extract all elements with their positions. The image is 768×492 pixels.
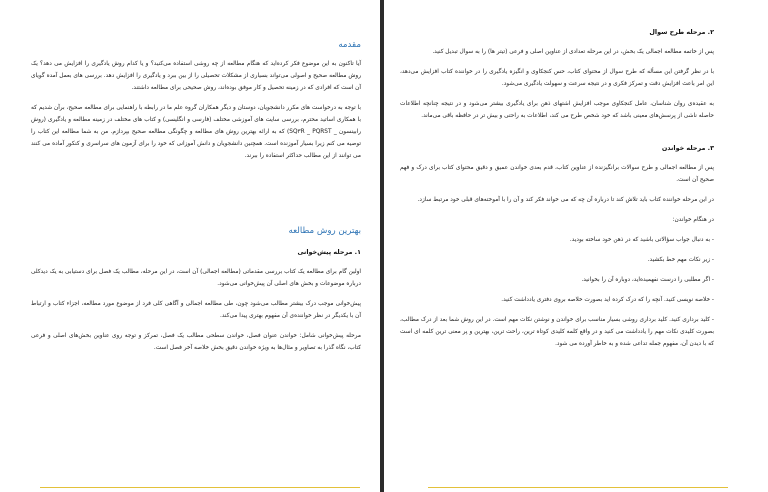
best-method-heading: بهترین روش مطالعه (288, 226, 361, 236)
stage3-paragraph: پس از مطالعه اجمالی و طرح سوالات برانگیزنده از عناوین کتاب، قدم بعدی خواندن عمیق و دقیق محتوای کتاب برای درک و فهم صحیح آن است. (400, 165, 714, 183)
stage1-paragraph: پیش‌خوانی موجب درک بیشتر مطالب می‌شود چون، طی مطالعه اجمالی و آگاهی کلی فرد از موضوع مورد مطالعه، اجزاء کتاب و ارتباط آن با یکدیگر در نظر خواننده‌ی آن مفهوم بهتری پیدا می‌کند. (31, 301, 361, 319)
stage3-heading: ۳. مرحله خواندن (661, 144, 714, 152)
stage1-heading: ۱. مرحله پیش‌خوانی (297, 248, 361, 256)
stage1-paragraph: مرحله پیش‌خوانی شامل: خواندن عنوان فصل، خواندن سطحی مطالب یک فصل، تمرکز و توجه روی عناوین بخش‌های اصلی و فرعی کتاب، نگاه گذرا به تصاویر و مثال‌ها به ویژه خواندن دقیق بخش خلاصه آخر فصل است. (31, 333, 361, 351)
document-page-right (384, 0, 768, 492)
reading-tips-intro: در هنگام خواندن: (672, 217, 714, 223)
stage2-heading: ۲. مرحله طرح سوال (649, 28, 714, 36)
intro-heading: مقدمه (338, 40, 361, 50)
stage2-paragraph: با در نظر گرفتن این مسأله که طرح سوال از محتوای کتاب، حس کنجکاوی و انگیزه یادگیری را در خواننده کتاب افزایش می‌دهد، این امر باعث افزایش دقت و تمرکز فکری و در نتیجه سرعت و سهولت یادگیری می‌شود. (400, 69, 714, 87)
document-page-left (0, 0, 380, 492)
stage2-paragraph: پس از خاتمه مطالعه اجمالی یک بخش، در این مرحله تعدادی از عناوین اصلی و فرعی (تیتر ها) را به سوال تبدیل کنید. (432, 49, 714, 55)
stage3-paragraph: در این مرحله خواننده کتاب باید تلاش کند تا درباره آن چه که می خواند فکر کند و آن را با آموخته‌های قبلی خود مرتبط سازد. (417, 197, 714, 203)
reading-tip: - اگر مطلبی را درست نفهمیده‌اید، دوباره آن را بخوانید. (581, 277, 714, 283)
stage1-paragraph: اولین گام برای مطالعه یک کتاب بررسی مقدماتی (مطالعه اجمالی) آن است، در این مرحله، مطالب یک فصل برای دستیابی به یک دیدکلی درباره موضوعات و بخش های اصلی آن پیش‌خوانی می‌شود. (31, 269, 361, 287)
page-footer-line (40, 487, 360, 488)
intro-paragraph: با توجه به درخواست های مکرر دانشجویان، دوستان و دیگر همکاران گروه علم ما در رابطه با راهنمایی برای مطالعه صحیح، برآن شدیم که با همکاری اساتید محترم، بررسی سایت های آموزشی مختلف (فارسی و انگلیسی) و کتاب های مختلف در زمینه مطالعه و یادگیری (روش رابینسون _ SQ۳R _ PQRST) که به ارائه بهترین روش های مطالعه و چگونگی مطالعه صحیح بپردازم. من به شما مطالعه این کتاب را توصیه می کنم زیرا بسیار آموزنده است. همچنین دانشجویان و دانش آموزانی که خود را برای آزمون های سراسری و کنکور آماده می کنند می توانند از این مطالب حداکثر استفاده را ببرند. (31, 105, 361, 159)
page-footer-line (428, 487, 728, 488)
reading-tip: - زیر نکات مهم خط بکشید. (647, 257, 714, 263)
intro-paragraph: آیا تاکنون به این موضوع فکر کرده‌اید که هنگام مطالعه از چه روشی استفاده می‌کنید؟ و یا کدام روش یادگیری را افزایش می دهد؟ یک روش مطالعه صحیح و اصولی می‌تواند بسیاری از مشکلات تحصیلی را از بین ببرد و یادگیری را افزایش دهد. بررسی های بعمل آمده گویای آن است که افرادی که در زمینه تحصیل و کار موفق بوده‌اند، روش صحیحی برای مطالعه داشتند. (31, 61, 361, 91)
stage2-paragraph: به عقیده‌ی روان شناسان، عامل کنجکاوی موجب افزایش اشتهای ذهن برای یادگیری بیشتر می‌شود و در نتیجه چنانچه اطلاعات حاصله ناشی از پرسش‌های معینی باشد که خود شخص طرح می کند، اطلاعات به راحتی و بیش تر در حافظه باقی می‌ماند. (400, 101, 714, 119)
reading-tip: - کلید برداری کنید. کلید برداری روشی بسیار مناسب برای خواندن و نوشتن نکات مهم است. در این روش شما بعد از درک مطالب، بصورت کلیدی نکات مهم را یادداشت می کنید و در واقع کلمه کلیدی کوتاه ترین، راحت ترین، بهترین و پر معنی ترین کلمه ای است که با دیدن آن، مفهوم جمله تداعی شده و به خاطر آورده می شود. (400, 317, 714, 347)
page-left-content (31, 38, 361, 354)
reading-tip: - خلاصه نویسی کنید. آنچه را که درک کرده اید بصورت خلاصه بروی دفتری یادداشت کنید. (501, 297, 714, 303)
page-right-content (400, 26, 714, 350)
reading-tip: - به دنبال جواب سؤالاتی باشید که در ذهن خود ساخته بودید. (569, 237, 714, 243)
